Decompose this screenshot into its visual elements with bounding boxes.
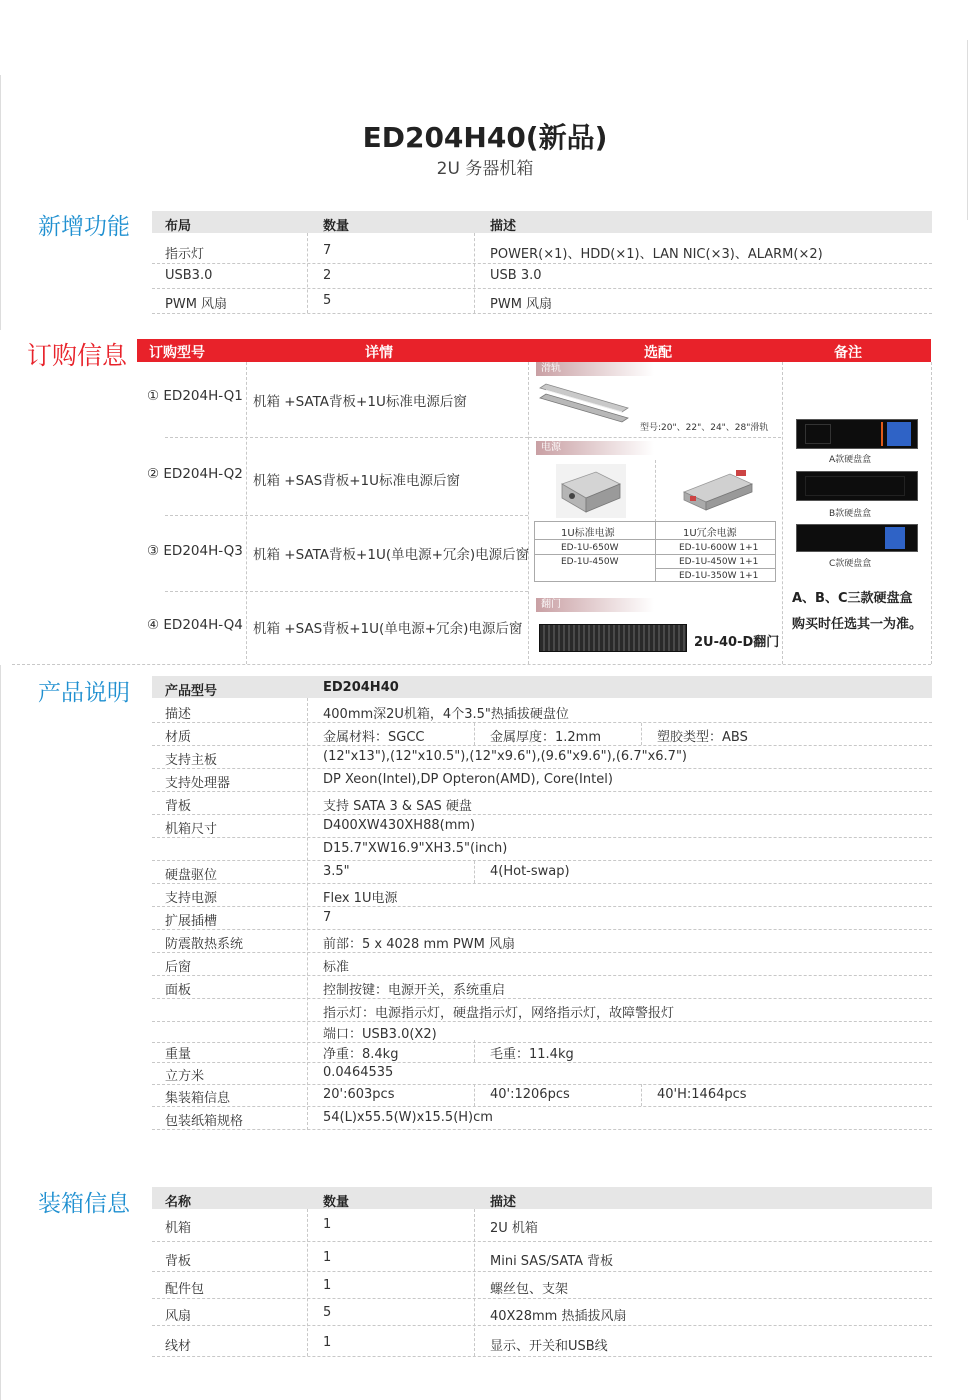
spec-label: 包装纸箱规格: [165, 1114, 244, 1129]
spec-value: Flex 1U电源: [323, 891, 398, 906]
order-detail-1: 机箱 +SATA背板+1U标准电源后窗: [253, 394, 467, 410]
order-col-model: 订购型号: [149, 345, 205, 361]
spec-value: 金属材料：SGCC: [323, 730, 425, 745]
order-model-4: ④ ED204H-Q4: [147, 617, 243, 633]
rail-note: 型号:20"、22"、24"、28"滑轨: [640, 423, 769, 433]
spec-label: 防震散热系统: [165, 937, 244, 952]
table-cell: Mini SAS/SATA 背板: [490, 1254, 614, 1269]
spec-value: 金属厚度：1.2mm: [490, 730, 602, 745]
table-cell: 2U 机箱: [490, 1221, 538, 1236]
spec-value: 标准: [323, 960, 350, 975]
spec-label: 背板: [165, 799, 192, 814]
table-cell: PWM 风扇: [165, 297, 228, 312]
psu-standard-icon: [556, 464, 626, 518]
psu-red-model-1: ED-1U-600W 1+1: [679, 543, 759, 553]
table-cell: 1: [323, 1250, 332, 1265]
drive-tray-b-icon: [796, 471, 918, 501]
order-model-2: ② ED204H-Q2: [147, 466, 243, 482]
rail-icon: [538, 378, 630, 426]
features-col-desc: 描述: [490, 219, 517, 234]
table-cell: 5: [323, 293, 332, 308]
table-cell: 1: [323, 1278, 332, 1293]
spec-header-row: [152, 676, 932, 698]
spec-value: 0.0464535: [323, 1065, 394, 1080]
table-cell: 1: [323, 1217, 332, 1232]
psu-red-model-2: ED-1U-450W 1+1: [679, 557, 759, 567]
spec-label: 机箱尺寸: [165, 822, 218, 837]
spec-label: 硬盘驱位: [165, 868, 218, 883]
table-cell: 40X28mm 热插拔风扇: [490, 1309, 627, 1324]
table-cell: POWER(×1)、HDD(×1)、LAN NIC(×3)、ALARM(×2): [490, 247, 823, 262]
spec-value: 塑胶类型：ABS: [657, 730, 748, 745]
spec-label: 扩展插槽: [165, 914, 218, 929]
spec-value: 端口：USB3.0(X2): [323, 1027, 437, 1042]
order-detail-2: 机箱 +SAS背板+1U标准电源后窗: [253, 473, 461, 489]
order-col-remark: 备注: [834, 345, 862, 361]
page-title: ED204H40(新品): [362, 121, 608, 154]
psu-std-model-2: ED-1U-450W: [561, 557, 619, 567]
spec-col-model: 产品型号: [165, 684, 218, 699]
spec-value: 54(L)x55.5(W)x15.5(H)cm: [323, 1110, 493, 1125]
spec-value: 40'H:1464pcs: [657, 1087, 747, 1102]
spec-value: 20':603pcs: [323, 1087, 395, 1102]
spec-value: DP Xeon(Intel),DP Opteron(AMD), Core(Intel): [323, 772, 613, 787]
table-cell: 2: [323, 268, 332, 283]
order-model-1: ① ED204H-Q1: [147, 388, 243, 404]
remark-line-1: A、B、C三款硬盘盒: [792, 591, 913, 606]
spec-value: 40':1206pcs: [490, 1087, 570, 1102]
table-cell: 配件包: [165, 1282, 205, 1297]
spec-value: D400XW430XH88(mm): [323, 818, 476, 833]
psu-table: [534, 521, 776, 582]
psu-redundant-icon: [682, 466, 754, 512]
spec-value: 400mm深2U机箱，4个3.5"热插拔硬盘位: [323, 707, 569, 722]
table-cell: 7: [323, 243, 332, 258]
psu-tag: 电源: [536, 441, 654, 455]
drive-caption-b: B款硬盘盒: [829, 509, 872, 519]
features-header-row: [152, 211, 932, 233]
spec-value: 支持 SATA 3 & SAS 硬盘: [323, 799, 472, 814]
spec-value: 4(Hot-swap): [490, 864, 570, 879]
rail-tag: 滑轨: [536, 362, 654, 376]
spec-label: 支持电源: [165, 891, 218, 906]
order-detail-3: 机箱 +SATA背板+1U(单电源+冗余)电源后窗: [253, 547, 530, 563]
spec-value: 3.5": [323, 864, 350, 879]
spec-value: 净重：8.4kg: [323, 1047, 399, 1062]
remark-line-2: 购买时任选其一为准。: [792, 617, 923, 632]
psu-red-model-3: ED-1U-350W 1+1: [679, 571, 759, 581]
features-col-qty: 数量: [323, 219, 350, 234]
drive-tray-c-icon: [796, 524, 918, 552]
table-cell: USB3.0: [165, 268, 213, 283]
features-section-title: 新增功能: [38, 214, 130, 240]
packing-section-title: 装箱信息: [38, 1191, 130, 1217]
spec-label: 材质: [165, 730, 192, 745]
spec-value: 毛重：11.4kg: [490, 1047, 574, 1062]
psu-std-header: 1U标准电源: [561, 528, 615, 539]
spec-value: 控制按键：电源开关，系统重启: [323, 983, 506, 998]
table-cell: PWM 风扇: [490, 297, 553, 312]
spec-label: 集装箱信息: [165, 1091, 231, 1106]
table-cell: 显示、开关和USB线: [490, 1339, 608, 1354]
spec-value: 7: [323, 910, 332, 925]
spec-label: 立方米: [165, 1069, 205, 1084]
drive-caption-a: A款硬盘盒: [829, 455, 872, 465]
packing-col-name: 名称: [165, 1195, 192, 1210]
table-cell: 5: [323, 1305, 332, 1320]
order-header-row: [137, 339, 931, 362]
table-cell: 风扇: [165, 1309, 192, 1324]
spec-section-title: 产品说明: [38, 680, 130, 706]
drive-tray-a-icon: [796, 419, 918, 449]
spec-label: 重量: [165, 1047, 192, 1062]
drive-caption-c: C款硬盘盒: [829, 559, 872, 569]
table-cell: 背板: [165, 1254, 192, 1269]
packing-header-row: [152, 1187, 932, 1209]
page-subtitle: 2U 务器机箱: [436, 159, 534, 179]
packing-col-desc: 描述: [490, 1195, 517, 1210]
order-col-options: 选配: [644, 345, 672, 361]
door-label: 2U-40-D翻门: [694, 635, 780, 650]
spec-value: 指示灯：电源指示灯，硬盘指示灯，网络指示灯，故障警报灯: [323, 1006, 675, 1021]
spec-value: D15.7"XW16.9"XH3.5"(inch): [323, 841, 508, 856]
table-cell: 螺丝包、支架: [490, 1282, 569, 1297]
table-cell: 线材: [165, 1339, 192, 1354]
table-cell: 机箱: [165, 1221, 192, 1236]
spec-value: 前部：5 x 4028 mm PWM 风扇: [323, 937, 515, 952]
features-col-layout: 布局: [165, 219, 192, 234]
spec-label: 描述: [165, 707, 192, 722]
psu-red-header: 1U冗余电源: [683, 528, 737, 539]
spec-label: 面板: [165, 983, 192, 998]
door-tag: 翻门: [536, 598, 654, 612]
spec-value: (12"x13"),(12"x10.5"),(12"x9.6"),(9.6"x9.6"),(6.7"x6.7"): [323, 749, 687, 764]
spec-label: 支持处理器: [165, 776, 231, 791]
order-detail-4: 机箱 +SAS背板+1U(单电源+冗余)电源后窗: [253, 621, 523, 637]
spec-label: 支持主板: [165, 753, 218, 768]
packing-col-qty: 数量: [323, 1195, 350, 1210]
order-section-title: 订购信息: [27, 341, 128, 370]
table-cell: USB 3.0: [490, 268, 542, 283]
spec-label: 后窗: [165, 960, 192, 975]
table-cell: 指示灯: [165, 247, 205, 262]
order-col-detail: 详情: [365, 345, 393, 361]
psu-std-model-1: ED-1U-650W: [561, 543, 619, 553]
spec-model-value: ED204H40: [323, 680, 399, 695]
table-cell: 1: [323, 1335, 332, 1350]
door-panel-icon: [539, 624, 687, 652]
order-model-3: ③ ED204H-Q3: [147, 543, 243, 559]
